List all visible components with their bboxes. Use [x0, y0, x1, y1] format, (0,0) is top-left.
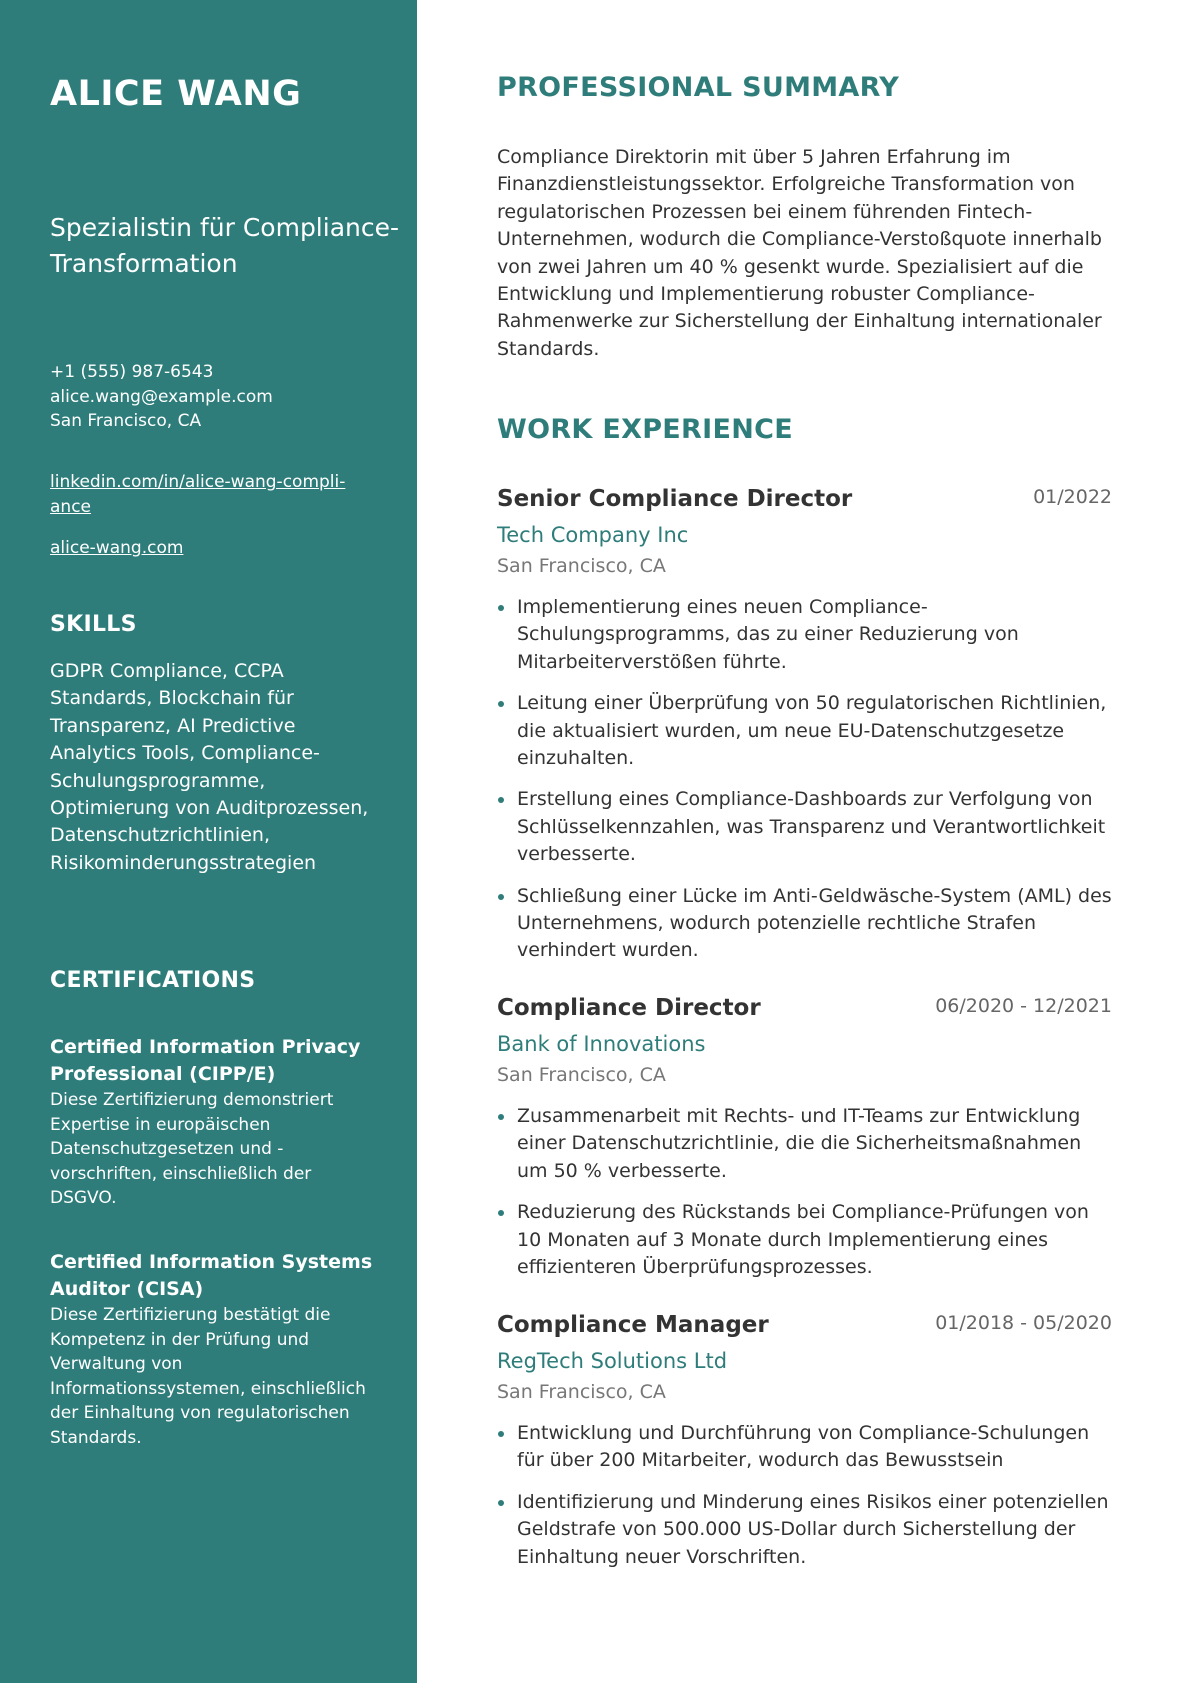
skills-list: GDPR Compliance, CCPA Standards, Blockchain für Transparenz, AI Predictive Analytics Tools, Compliance-Schulungsprogramme, Optimierung von Auditprozessen, Datenschutzrichtlinien, Risikominderungsstrategien: [50, 660, 369, 874]
main-content: [417, 0, 1190, 1683]
job-title: Compliance Director: [497, 995, 761, 1021]
bullet-dot-icon: [498, 797, 504, 803]
skills-heading: SKILLS: [50, 612, 137, 637]
bullet-dot-icon: [498, 1114, 504, 1120]
website-link[interactable]: alice-wang.com: [50, 538, 184, 558]
job-location: San Francisco, CA: [497, 555, 666, 577]
job-title: Senior Compliance Director: [497, 486, 853, 512]
company-name: RegTech Solutions Ltd: [497, 1349, 728, 1373]
list-item: Entwicklung und Durchführung von Compliance-Schulungen für über 200 Mitarbeiter, wodurch das Bewusstsein: [497, 1420, 1112, 1475]
experience-heading: WORK EXPERIENCE: [497, 414, 793, 445]
job-entry: [497, 995, 1112, 1295]
list-item: Implementierung eines neuen Compliance-Schulungsprogramms, das zu einer Reduzierung von Mitarbeiterverstößen führte.: [497, 594, 1112, 676]
phone-number: +1 (555) 987-6543: [50, 362, 214, 382]
job-bullets: [497, 594, 1112, 965]
list-item: Schließung einer Lücke im Anti-Geldwäsche-System (AML) des Unternehmens, wodurch potenzielle rechtliche Strafen verhindert wurden.: [497, 883, 1112, 965]
job-date: 01/2022: [1033, 486, 1112, 508]
job-date: 01/2018 - 05/2020: [935, 1312, 1112, 1334]
contact-info: [50, 360, 273, 434]
job-entry: [497, 486, 1112, 979]
certification-description: Diese Zertifizierung demonstriert Expertise in europäischen Datenschutzgesetzen und -vorschriften, einschließlich der DSGVO.: [50, 1090, 334, 1209]
list-item: Reduzierung des Rückstands bei Compliance-Prüfungen von 10 Monaten auf 3 Monate durch Implementierung eines effizienteren Überprüfungsprozesses.: [497, 1199, 1112, 1281]
contact-location: San Francisco, CA: [50, 411, 202, 431]
certifications-heading: CERTIFICATIONS: [50, 968, 256, 993]
certification-description: Diese Zertifizierung bestätigt die Kompetenz in der Prüfung und Verwaltung von Informationssystemen, einschließlich der Einhaltung von regulatorischen Standards.: [50, 1305, 366, 1448]
job-location: San Francisco, CA: [497, 1064, 666, 1086]
job-date: 06/2020 - 12/2021: [935, 995, 1112, 1017]
email-address: alice.wang@example.com: [50, 386, 273, 407]
candidate-name: ALICE WANG: [50, 74, 302, 114]
list-item: Erstellung eines Compliance-Dashboards zur Verfolgung von Schlüsselkennzahlen, was Transparenz und Verantwortlichkeit verbesserte.: [497, 786, 1112, 868]
bullet-dot-icon: [498, 605, 504, 611]
list-item: Identifizierung und Minderung eines Risikos einer potenziellen Geldstrafe von 500.000 US-Dollar durch Sicherstellung der Einhaltung neuer Vorschriften.: [497, 1489, 1112, 1571]
certification-name: Certified Information Privacy Professional (CIPP/E): [50, 1036, 361, 1085]
candidate-title: Spezialistin für Compliance-Transformation: [50, 213, 400, 278]
summary-text: Compliance Direktorin mit über 5 Jahren Erfahrung im Finanzdienstleistungssektor. Erfolgreiche Transformation von regulatorischen Prozessen bei einem führenden Fintech-Unternehmen, wodurch die Compliance-Verstoßquote innerhalb von zwei Jahren um 40 % gesenkt wurde. Spezialisiert auf die Entwicklung und Implementierung robuster Compliance-Rahmenwerke zur Sicherstellung der Einhaltung internationaler Standards.: [497, 146, 1102, 360]
sidebar: [0, 0, 417, 1683]
job-entry: [497, 1312, 1112, 1585]
certification-item: [50, 1249, 380, 1451]
certification-item: [50, 1034, 380, 1211]
bullet-dot-icon: [498, 1431, 504, 1437]
list-item: Zusammenarbeit mit Rechts- und IT-Teams zur Entwicklung einer Datenschutzrichtlinie, die die Sicherheitsmaßnahmen um 50 % verbesserte.: [497, 1103, 1112, 1185]
company-name: Bank of Innovations: [497, 1032, 706, 1056]
job-location: San Francisco, CA: [497, 1381, 666, 1403]
company-name: Tech Company Inc: [497, 523, 689, 547]
bullet-dot-icon: [498, 1500, 504, 1506]
bullet-dot-icon: [498, 701, 504, 707]
summary-heading: PROFESSIONAL SUMMARY: [497, 72, 900, 103]
job-bullets: [497, 1420, 1112, 1571]
list-item: Leitung einer Überprüfung von 50 regulatorischen Richtlinien, die aktualisiert wurden, um neue EU-Datenschutzgesetze einzuhalten.: [497, 690, 1112, 772]
bullet-dot-icon: [498, 894, 504, 900]
job-title: Compliance Manager: [497, 1312, 769, 1338]
bullet-dot-icon: [498, 1210, 504, 1216]
linkedin-link[interactable]: linkedin.com/in/alice-wang-compli-ance: [50, 472, 346, 517]
job-bullets: [497, 1103, 1112, 1281]
certification-name: Certified Information Systems Auditor (CISA): [50, 1251, 373, 1300]
